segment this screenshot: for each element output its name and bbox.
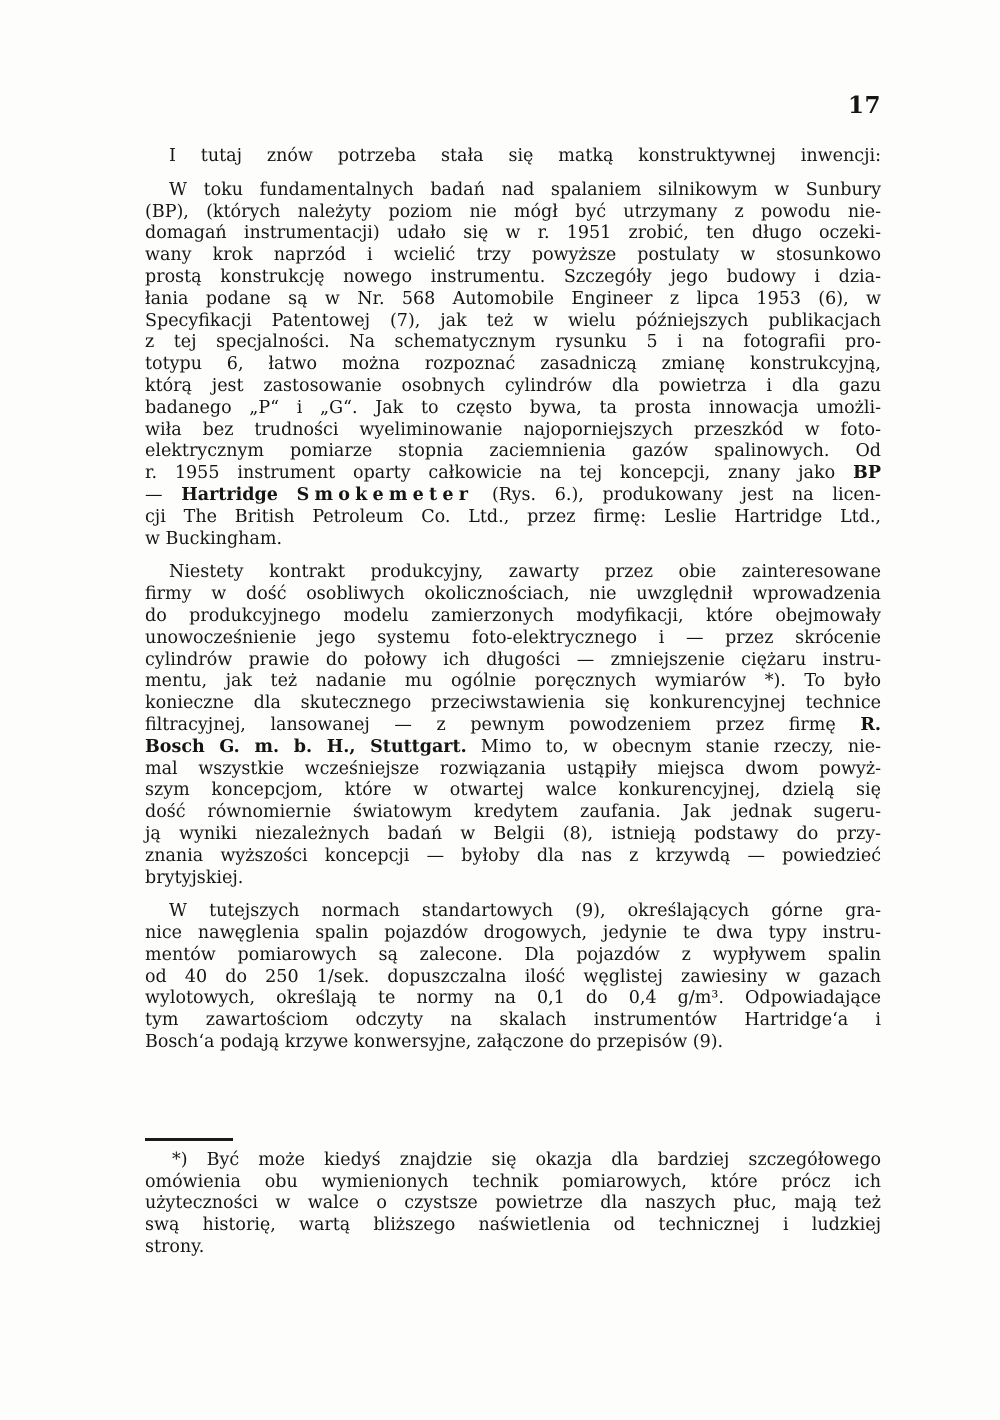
text-run: od 40 do 250 1/sek. dopuszczalna ilość węglistej zawiesiny w gazach [145, 966, 881, 987]
text-line [145, 354, 881, 376]
text-run: tym zawartościom odczyty na skalach instrumentów Hartridge‘a i [145, 1010, 881, 1031]
text-line [145, 1193, 881, 1215]
text-run: w Buckingham. [145, 528, 283, 549]
text-line [145, 463, 881, 485]
paragraph-instrument-history [145, 180, 881, 551]
text-line [145, 398, 881, 420]
text-line [145, 223, 881, 245]
paragraph-intro [145, 146, 881, 168]
text-run: r. 1955 instrument oparty całkowicie na tej koncepcji, znany jako [145, 463, 854, 484]
text-run: wiła bez trudności wyeliminowanie najoporniejszych przeszkód w foto- [145, 419, 881, 440]
text-line [145, 562, 881, 584]
text-run: Specyfikacji Patentowej (7), jak też w wielu późniejszych publikacjach [145, 310, 881, 331]
text-run: swą historię, wartą bliższego naświetlenia od technicznej i ludzkiej [145, 1215, 881, 1236]
text-line [145, 628, 881, 650]
text-run: (BP), (których należyty poziom nie mógł być utrzymany z powodu nie- [145, 201, 881, 222]
text-line [145, 824, 881, 846]
text-run: cylindrów prawie do połowy ich długości — zmniejszenie ciężaru instru- [145, 649, 881, 670]
paragraph-production-contract [145, 562, 881, 889]
text-line [145, 146, 881, 168]
text-line [145, 1215, 881, 1237]
text-line [145, 332, 881, 354]
text-run: filtracyjnej, lansowanej — z pewnym powodzeniem przez firmę [145, 714, 861, 735]
text-line [145, 441, 881, 463]
text-run: mentów pomiarowych są zalecone. Dla pojazdów z wypływem spalin [145, 944, 881, 965]
text-run: dość równomiernie światowym kredytem zaufania. Jak jednak sugeru- [145, 802, 881, 823]
text-run: Mimo to, w obecnym stanie rzeczy, nie- [466, 736, 881, 757]
text-run: domagań instrumentacji) udało się w r. 1951 zrobić, ten długo oczeki- [145, 223, 881, 244]
text-run: szym koncepcjom, które w otwartej walce konkurencyjnej, dzielą się [145, 780, 881, 801]
text-run: znania wyższości koncepcji — byłoby dla nas z krzywdą — powiedzieć [145, 845, 881, 866]
text-line [145, 945, 881, 967]
text-run: nice nawęglenia spalin pojazdów drogowych, jedynie te dwa typy instru- [145, 923, 881, 944]
text-line [145, 584, 881, 606]
text-run: łania podane są w Nr. 568 Automobile Engineer z lipca 1953 (6), w [145, 288, 881, 309]
text-run: W toku fundamentalnych badań nad spalaniem silnikowym w Sunbury [169, 179, 881, 200]
text-run: z tej specjalności. Na schematycznym rysunku 5 i na fotografii pro- [145, 332, 881, 353]
text-run: ją wyniki niezależnych badań w Belgii (8), istnieją podstawy do przy- [145, 823, 881, 844]
emphasis-run: BP [853, 463, 881, 484]
text-line [145, 650, 881, 672]
text-line [145, 376, 881, 398]
text-line [145, 967, 881, 989]
emphasis-run: R. [860, 714, 881, 735]
text-line [145, 267, 881, 289]
text-line [145, 507, 881, 529]
text-line [145, 802, 881, 824]
text-run: I tutaj znów potrzeba stała się matką konstruktywnej inwencji: [169, 146, 881, 166]
text-run: badanego „P“ i „G“. Jak to często bywa, ta prosta innowacja umożli- [145, 397, 881, 418]
paragraph-standards [145, 901, 881, 1054]
text-line [145, 671, 881, 693]
page-number: 17 [847, 92, 881, 119]
text-block [145, 146, 881, 1271]
text-line [145, 1010, 881, 1032]
text-run: *) Być może kiedyś znajdzie się okazja dla bardziej szczegółowego [172, 1149, 881, 1170]
text-run: cji The British Petroleum Co. Ltd., przez firmę: Leslie Hartridge Ltd., [145, 506, 881, 527]
text-run: totypu 6, łatwo można rozpoznać zasadniczą zmianę konstrukcyjną, [145, 354, 881, 375]
text-line [145, 420, 881, 442]
text-line [145, 1150, 881, 1172]
text-line [145, 289, 881, 311]
text-run: wany krok naprzód i wcielić trzy powyższe postulaty w stosunkowo [145, 245, 881, 266]
footnote-rule [145, 1138, 233, 1141]
text-run: Niestety kontrakt produkcyjny, zawarty przez obie zainteresowane [169, 562, 881, 583]
text-run: brytyjskiej. [145, 867, 244, 888]
text-run: strony. [145, 1237, 205, 1258]
text-line [145, 759, 881, 781]
text-line [145, 846, 881, 868]
text-run: wylotowych, określają te normy na 0,1 do 0,4 g/m³. Odpowiadające [145, 988, 881, 1009]
text-line [145, 1032, 881, 1054]
text-line [145, 923, 881, 945]
text-run: mal wszystkie wcześniejsze rozwiązania ustąpiły miejsca dwom powyż- [145, 758, 881, 779]
text-line [145, 202, 881, 224]
text-run: firmy w dość osobliwych okolicznościach, nie uwzględnił wprowadzenia [145, 584, 881, 605]
text-run: mentu, jak też nadanie mu ogólnie poręcznych wymiarów *). To było [145, 671, 881, 692]
text-line [145, 529, 881, 551]
text-run: prostą konstrukcję nowego instrumentu. Szczegóły jego budowy i dzia- [145, 266, 881, 287]
text-line [145, 737, 881, 759]
text-run: W tutejszych normach standartowych (9), określających górne gra- [169, 901, 881, 922]
text-line [145, 606, 881, 628]
text-run: (Rys. 6.), produkowany jest na licen- [473, 484, 881, 505]
text-line [145, 485, 881, 507]
emphasis-run: Hartridge [181, 484, 278, 505]
text-run: omówienia obu wymienionych technik pomiarowych, które prócz ich [145, 1171, 881, 1192]
text-line [145, 901, 881, 923]
text-line [145, 245, 881, 267]
text-run: użyteczności w walce o czystsze powietrze dla naszych płuc, mają też [145, 1193, 881, 1214]
text-line [145, 180, 881, 202]
text-line [145, 1172, 881, 1194]
text-line [145, 1237, 881, 1259]
text-line [145, 988, 881, 1010]
text-run: — [145, 484, 182, 505]
text-line [145, 311, 881, 333]
text-run: którą jest zastosowanie osobnych cylindrów dla powietrza i dla gazu [145, 375, 881, 396]
emphasis-run: Bosch G. m. b. H., Stuttgart. [145, 736, 467, 757]
text-run: konieczne dla skutecznego przeciwstawienia się konkurencyjnej technice [145, 693, 881, 714]
emphasis-run: Smokemeter [296, 484, 474, 505]
text-run [278, 485, 297, 505]
text-run: elektrycznym pomiarze stopnia zaciemnienia gazów spalinowych. Od [145, 441, 881, 462]
text-run: unowocześnienie jego systemu foto-elektrycznego i — przez skrócenie [145, 627, 881, 648]
text-line [145, 780, 881, 802]
text-line [145, 868, 881, 890]
footnote-text [145, 1150, 881, 1259]
text-line [145, 693, 881, 715]
text-run: Bosch‘a podają krzywe konwersyjne, załączone do przepisów (9). [145, 1032, 724, 1053]
text-line [145, 715, 881, 737]
text-run: do produkcyjnego modelu zamierzonych modyfikacji, które obejmowały [145, 605, 881, 626]
